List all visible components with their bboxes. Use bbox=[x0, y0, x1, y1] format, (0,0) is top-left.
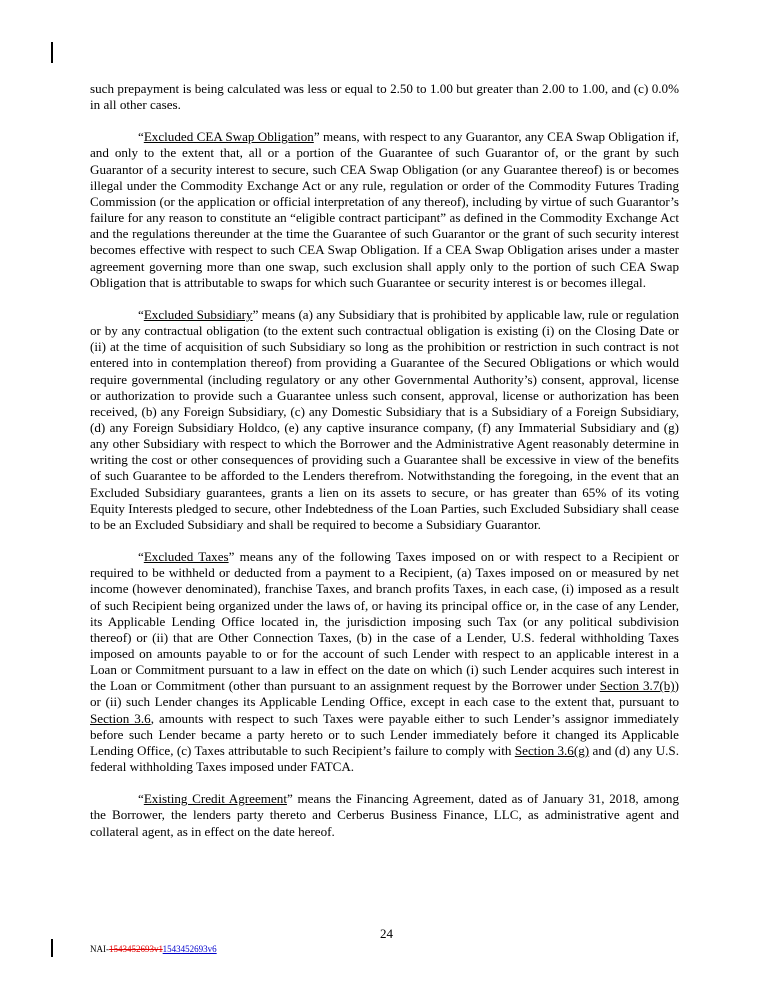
revision-bar-top bbox=[51, 42, 53, 63]
definition-excluded-subsidiary: “Excluded Subsidiary” means (a) any Subsidiary that is prohibited by applicable law, rule or regulation or by any contractual obligation (to the extent such contractual obligation is existing (i) on the Closing Date or (ii) at the time of acquisition of such Subsidiary so long as the prohibition or restriction in such contract is not entered into in contemplation thereof) from providing a Guarantee of the Secured Obligations or which would require governmental (including regulatory or any other Governmental Authority’s) consent, approval, license or authorization to provide such a Guarantee unless such consent, approval, license or authorization has been received, (b) any Foreign Subsidiary, (c) any Domestic Subsidiary that is a Subsidiary of a Foreign Subsidiary, (d) any Foreign Subsidiary Holdco, (e) any captive insurance company, (f) any Immaterial Subsidiary and (g) any other Subsidiary with respect to which the Borrower and the Administrative Agent reasonably determine in writing the cost or other consequences of providing such a Guarantee shall be excessive in view of the benefits of such Guarantee to be afforded to the Lenders therefrom. Notwithstanding the foregoing, in the event that an Excluded Subsidiary guarantees, grants a lien on its assets to secure, or has greater than 65% of its voting Equity Interests pledged to secure, other Indebtedness of the Loan Parties, such Excluded Subsidiary shall cease to be an Excluded Subsidiary and shall be required to become a Subsidiary Guarantor. bbox=[90, 306, 679, 532]
section-reference: Section 3.7(b) bbox=[599, 678, 675, 694]
paragraph-continuation: such prepayment is being calculated was less or equal to 2.50 to 1.00 but greater than 2.00 to 1.00, and (c) 0.0% in all other cases. bbox=[90, 81, 679, 113]
document-id-footer: NAI-1543452693v11543452693v6 bbox=[90, 944, 217, 954]
revision-bar-bottom bbox=[51, 939, 53, 957]
definition-excluded-cea-swap-obligation: “Excluded CEA Swap Obligation” means, with respect to any Guarantor, any CEA Swap Obligation if, and only to the extent that, all or a portion of the Guarantee of such Guarantor of, or the grant by such Guarantor of a security interest to secure, such CEA Swap Obligation (or any Guarantee thereof) is or becomes illegal under the Commodity Exchange Act or any rule, regulation or order of the Commodity Futures Trading Commission (or the application or official interpretation of any thereof), including by virtue of such Guarantor’s failure for any reason to constitute an “eligible contract participant” as defined in the Commodity Exchange Act and the regulations thereunder at the time the Guarantee of such Guarantor or the grant of such security interest becomes effective with respect to such CEA Swap Obligation. If a CEA Swap Obligation arises under a master agreement governing more than one swap, such exclusion shall apply only to the portion of such CEA Swap Obligation that is attributable to swaps for which such Guarantee or security interest is or becomes illegal. bbox=[90, 129, 680, 290]
defined-term: Excluded Subsidiary bbox=[143, 306, 253, 322]
section-reference: Section 3.6 bbox=[90, 710, 151, 726]
defined-term: Existing Credit Agreement bbox=[143, 791, 287, 807]
defined-term: Excluded CEA Swap Obligation bbox=[143, 129, 314, 145]
page-number: 24 bbox=[380, 926, 393, 941]
inserted-version: 1543452693v6 bbox=[162, 944, 217, 954]
definition-excluded-taxes: “Excluded Taxes” means any of the following Taxes imposed on or with respect to a Recipient or required to be withheld or deducted from a payment to a Recipient, (a) Taxes imposed on or measured by net income (however denominated), franchise Taxes, and branch profits Taxes, in each case, (i) imposed as a result of such Recipient being organized under the laws of, or having its principal office or, in the case of any Lender, its Applicable Lending Office located in, the jurisdiction imposing such Tax (or any political subdivision thereof) or (ii) that are Other Connection Taxes, (b) in the case of a Lender, U.S. federal withholding Taxes imposed on amounts payable to or for the account of such Lender with respect to an applicable interest in a Loan or Commitment pursuant to a law in effect on the date on which (i) such Lender acquires such interest in the Loan or Commitment (other than pursuant to an assignment request by the Borrower under Section 3.7(b)) or (ii) such Lender changes its Applicable Lending Office, except in each case to the extent that, pursuant to Section 3.6, amounts with respect to such Taxes were payable either to such Lender’s assignor immediately before such Lender became a party hereto or to such Lender immediately before it changed its Applicable Lending Office, (c) Taxes attributable to such Recipient’s failure to comply with Section 3.6(g) and (d) any U.S. federal withholding Taxes imposed under FATCA. bbox=[90, 549, 680, 775]
definition-existing-credit-agreement: “Existing Credit Agreement” means the Financing Agreement, dated as of January 31, 2018, among the Borrower, the lenders party thereto and Cerberus Business Finance, LLC, as administrative agent and collateral agent, as in effect on the date hereof. bbox=[90, 791, 679, 839]
deleted-version: 1543452693v1 bbox=[109, 944, 163, 954]
section-reference: Section 3.6(g) bbox=[514, 742, 590, 758]
defined-term: Excluded Taxes bbox=[143, 549, 229, 565]
document-body bbox=[90, 81, 679, 856]
